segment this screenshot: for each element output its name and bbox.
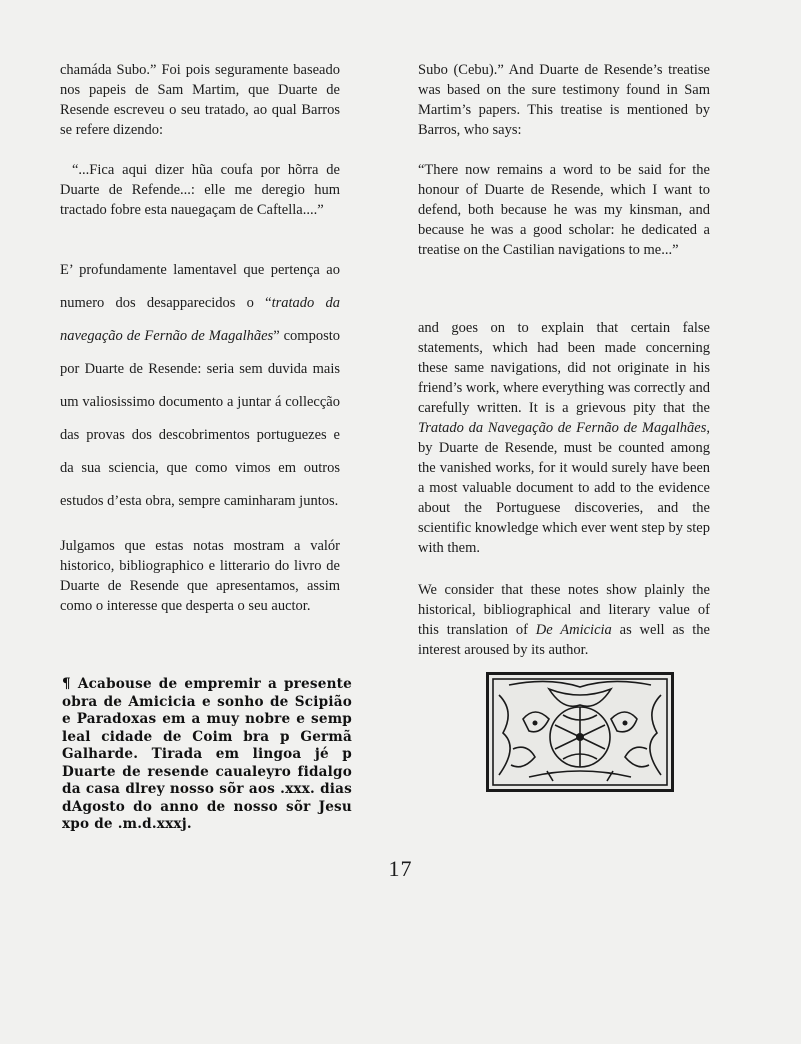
paragraph: Subo (Cebu).” And Duarte de Resende’s treatise was based on the sure testimony found in Sam Martim’s papers. This treatise is mentioned by Barros, who says: (418, 62, 710, 138)
page-number: 17 (388, 856, 413, 881)
gothic-colophon: ¶ Acabouse de empremir a presente obra de Amicicia e sonho de Scipião e Paradoxas em a muy nobre e semp leal cidade de Coim bra p Germã Galharde. Tirada em lingoa jé p Duarte de resende caualeyro fidalgo da casa dlrey nosso sõr aos .xxx. dias dAgosto do anno de nosso sõr Jesu xpo de .m.d.xxxj. (62, 676, 352, 832)
paragraph: chamáda Subo.” Foi pois seguramente baseado nos papeis de Sam Martim, que Duarte de Resende escreveu o seu tratado, ao qual Barros se refere dizendo: (60, 62, 340, 138)
text-run: and goes on to explain that certain false statements, which had been made concerning these same navigations, did not originate in his friend’s work, where everything was correctly and carefully written. It is a grievous pity that the (418, 320, 710, 416)
italic-title: tratado da navegação de Fernão de Magalhães (60, 295, 340, 344)
paragraph (60, 254, 340, 518)
text-run: as well as the interest aroused by its author. (418, 622, 710, 658)
italic-title: Tratado da Navegação de Fernão de Magalhães (418, 420, 707, 436)
english-column (418, 60, 710, 660)
printer-mark-icon (486, 672, 674, 792)
paragraph: Julgamos que estas notas mostram a valór historico, bibliographico e litterario do livro de Duarte de Resende que apresentamos, assim como o interesse que desperta o seu auctor. (60, 538, 340, 614)
portuguese-column (60, 60, 340, 616)
text-run: ” composto por Duarte de Resende: seria sem duvida mais um valiosissimo documento a juntar á collecção das provas dos descobrimentos portuguezes e da sua sciencia, que como vimos em outros estudos d’esta obra, sempre caminharam juntos. (60, 328, 340, 509)
paragraph (418, 580, 710, 660)
quotation-paragraph: “...Fica aqui dizer hũa coufa por hõrra de Duarte de Refende...: elle me deregio hum tractado fobre esta nauegaçam de Caftella....” (60, 162, 340, 218)
paragraph (418, 318, 710, 558)
printer-mark-drawing (489, 675, 671, 789)
text-run: E’ profundamente lamentavel que pertença ao numero dos desapparecidos o “ (60, 262, 340, 311)
italic-title: De Amicicia (535, 622, 612, 638)
text-run: We consider that these notes show plainly the historical, bibliographical and literary value of this translation of (418, 582, 710, 638)
quotation-paragraph: “There now remains a word to be said for the honour of Duarte de Resende, which I want to defend, both because he was my kinsman, and because he was a good scholar: he dedicated a treatise on the Castilian navigations to me...” (418, 162, 710, 258)
text-run: , by Duarte de Resende, must be counted among the vanished works, for it would surely have been a most valuable document to add to the evidence about the Portuguese discoveries, and the scientific knowledge which ever went step by step with them. (418, 420, 710, 556)
